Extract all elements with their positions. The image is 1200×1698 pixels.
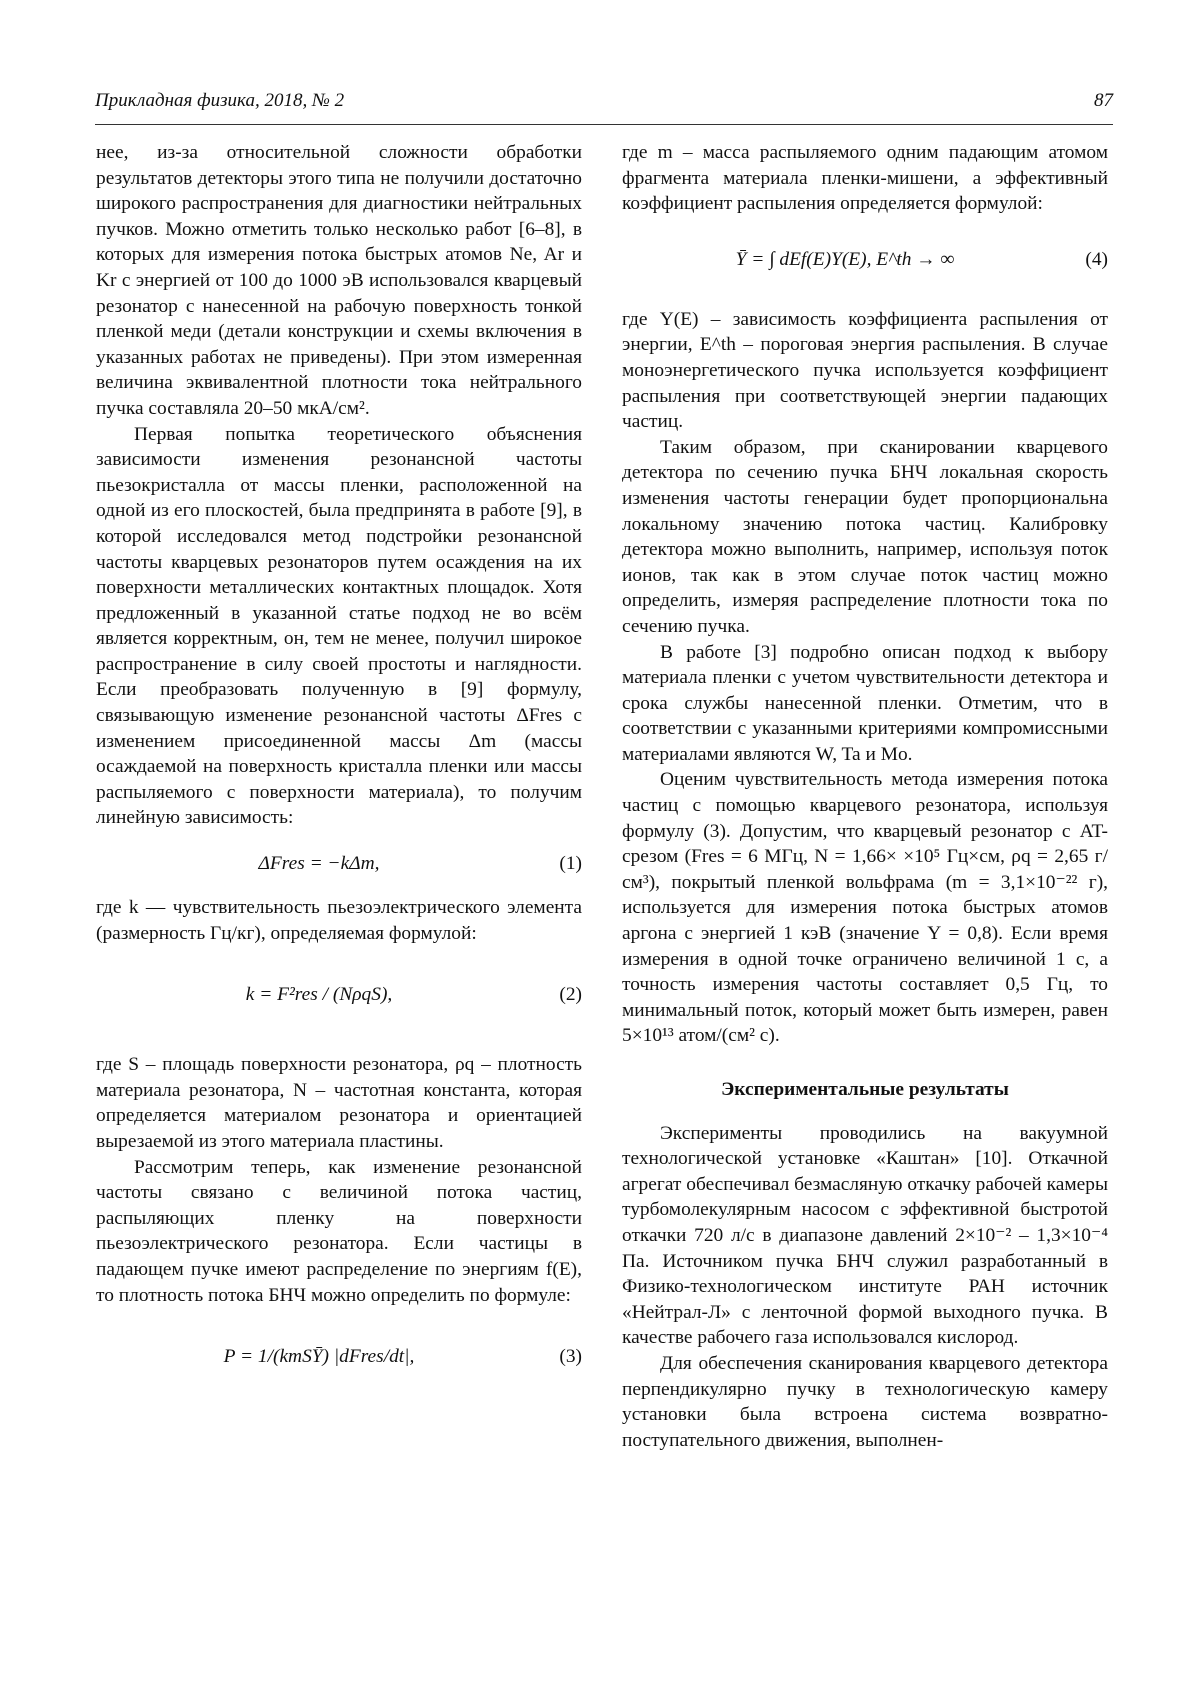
paragraph: Таким образом, при сканировании кварцевого детектора по сечению пучка БНЧ локальная скорость изменения частоты генерации будет пропорциональна локальному значению потока частиц. Калибровку детектора можно выполнить, например, используя поток ионов, так как в этом случае поток частиц можно определить, измеряя распределение плотности тока по сечению пучка. <box>622 436 1108 637</box>
equation-number: (4) <box>1085 248 1108 270</box>
equation-body: ΔFres = −kΔm, <box>258 853 380 875</box>
left-column <box>96 140 582 1414</box>
equation-3 <box>96 1322 582 1400</box>
paragraph: Первая попытка теоретического объяснения зависимости изменения резонансной частоты пьезокристалла от массы пленки, расположенной на одной из его плоскостей, была предпринята в работе [9], в которой исследовался метод подстройки резонансной частоты кварцевых резонаторов путем осаждения на их поверхности металлических контактных площадок. Хотя предложенный в указанной статье подход не во всём является корректным, он, тем не менее, получил широкое распространение в силу своей простоты и наглядности. Если преобразовать полученную в [9] формулу, связывающую изменение резонансной частоты ΔFres с изменением присоединенной массы Δm (массы осаждаемой на поверхность кристалла пленки или массы распыляемого с поверхности материала), то получим линейную зависимость: <box>96 423 582 829</box>
equation-body: k = F²res / (NρqS), <box>245 984 393 1006</box>
equation-body: Ȳ = ∫ dEf(E)Y(E), E^th → ∞ <box>735 248 955 270</box>
paragraph: Для обеспечения сканирования кварцевого детектора перпендикулярно пучку в технологическую камеру установки была встроена система возвратно-поступательного движения, выполнен- <box>622 1352 1108 1451</box>
running-header <box>95 90 1113 125</box>
paragraph: Эксперименты проводились на вакуумной технологической установке «Каштан» [10]. Откачной агрегат обеспечивал безмасляную откачку рабочей камеры турбомолекулярным насосом с эффективной быстротой откачки 720 л/с в диапазоне давлений 2×10⁻² – 1,3×10⁻⁴ Па. Источником пучка БНЧ служил разработанный в Физико-технологическом институте РАН источник «Нейтрал-Л» с ленточной формой выходного пучка. В качестве рабочего газа использовался кислород. <box>622 1122 1108 1349</box>
equation-number: (3) <box>559 1346 582 1368</box>
equation-number: (2) <box>559 984 582 1006</box>
equation-number: (1) <box>559 853 582 875</box>
equation-body: P = 1/(kmSȲ) |dFres/dt|, <box>223 1346 415 1368</box>
equation-4 <box>622 231 1108 293</box>
equation-2 <box>96 960 582 1038</box>
paragraph: Оценим чувствительность метода измерения потока частиц с помощью кварцевого резонатора, используя формулу (3). Допустим, что кварцевый резонатор с AT-срезом (Fres = 6 МГц, N = 1,66× ×10⁵ Гц×см, ρq = 2,65 г/см³), покрытый пленкой вольфрама (m = 3,1×10⁻²² г), используется для измерения потока быстрых атомов аргона с энергией 1 кэВ (значение Y = 0,8). Если время измерения в одной точке ограничено величиной 1 с, а точность измерения частоты составляет 0,5 Гц, то минимальный поток, который может быть измерен, равен 5×10¹³ атом/(см² с). <box>622 769 1108 1047</box>
paragraph: нее, из-за относительной сложности обработки результатов детекторы этого типа не получили достаточно широкого распространения для диагностики нейтральных пучков. Можно отметить только несколько работ [6–8], в которых для измерения потока быстрых атомов Ne, Ar и Kr с энергией от 100 до 1000 эВ использовался кварцевый резонатор с нанесенной на рабочую поверхность тонкой пленкой меди (детали конструкции и схемы включения в указанных работах не приведены). При этом измеренная величина эквивалентной плотности тока нейтрального пучка составляла 20–50 мкА/см². <box>96 142 582 419</box>
paragraph: где Y(E) – зависимость коэффициента распыления от энергии, E^th – пороговая энергия распыления. В случае моноэнергетического пучка используется коэффициент распыления при соответствующей энергии падающих частиц. <box>622 308 1108 433</box>
paragraph: где k — чувствительность пьезоэлектрического элемента (размерность Гц/кг), определяемая формулой: <box>96 897 582 944</box>
section-heading: Экспериментальные результаты <box>721 1079 1009 1100</box>
journal-title: Прикладная физика, 2018, № 2 <box>95 90 345 111</box>
paragraph: Рассмотрим теперь, как изменение резонансной частоты связано с величиной потока частиц, распыляющих пленку на поверхности пьезоэлектрического резонатора. Если частицы в падающем пучке имеют распределение по энергиям f(E), то плотность потока БНЧ можно определить по формуле: <box>96 1156 582 1306</box>
equation-1 <box>96 845 582 881</box>
right-column <box>622 140 1108 1453</box>
page-number: 87 <box>1094 90 1113 111</box>
paragraph: В работе [3] подробно описан подход к выбору материала пленки с учетом чувствительности детектора и срока службы нанесенной пленки. Отметим, что в соответствии с указанными критериями компромиссными материалами являются W, Ta и Mo. <box>622 641 1108 765</box>
paragraph: где m – масса распыляемого одним падающим атомом фрагмента материала пленки-мишени, а эффективный коэффициент распыления определяется формулой: <box>622 142 1108 215</box>
paragraph: где S – площадь поверхности резонатора, ρq – плотность материала резонатора, N – частотная константа, которая определяется материалом резонатора и ориентацией вырезаемой из этого материала пластины. <box>96 1054 582 1152</box>
